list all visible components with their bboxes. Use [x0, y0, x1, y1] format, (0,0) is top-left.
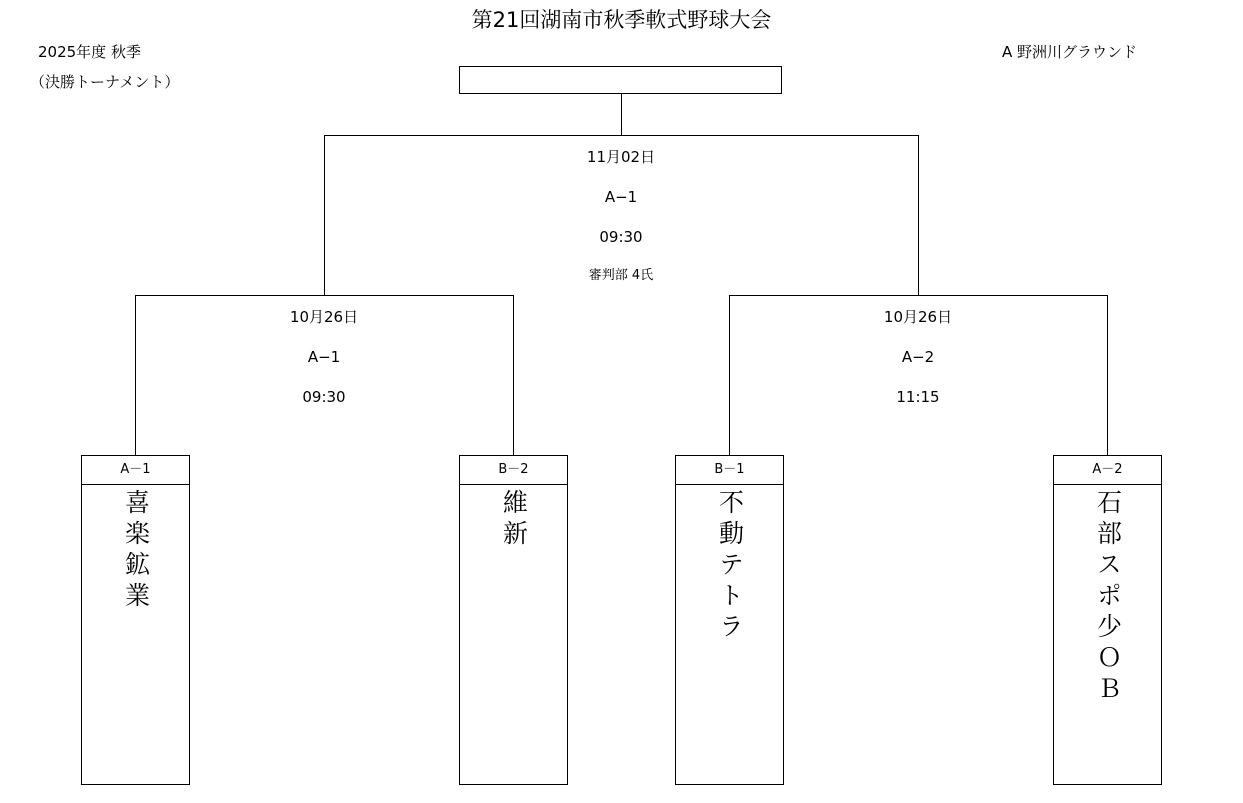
semifinal-left-date: 10月26日	[289, 308, 359, 326]
team-box-b1	[675, 455, 784, 785]
final-time: 09:30	[599, 228, 643, 246]
bracket-line-final-top	[324, 135, 919, 136]
team-name: 石部スポ少ＯＢ	[1093, 489, 1123, 706]
team-seed: A－2	[1054, 456, 1161, 485]
team-box-a2	[1053, 455, 1162, 785]
bracket-line-semi-left-a	[135, 295, 136, 455]
semifinal-left-time: 09:30	[302, 388, 346, 406]
team-seed: B－2	[460, 456, 567, 485]
page-title: 第21回湖南市秋季軟式野球大会	[471, 8, 772, 32]
team-name: 喜楽鉱業	[121, 489, 151, 613]
team-name: 維新	[499, 489, 529, 551]
team-box-a1	[81, 455, 190, 785]
team-name: 不動テトラ	[715, 489, 745, 644]
bracket-line-semi-left-b	[513, 295, 514, 455]
bracket-line-winner-stem	[621, 94, 622, 135]
winner-box	[459, 66, 782, 94]
semifinal-right-time: 11:15	[896, 388, 940, 406]
season-label: 2025年度 秋季	[38, 43, 141, 61]
final-field: A−1	[604, 188, 638, 206]
bracket-line-semi-right-a	[729, 295, 730, 455]
team-seed: A－1	[82, 456, 189, 485]
semifinal-right-field: A−2	[901, 348, 935, 366]
semifinal-left-field: A−1	[307, 348, 341, 366]
team-box-b2	[459, 455, 568, 785]
final-date: 11月02日	[586, 148, 656, 166]
semifinal-right-date: 10月26日	[883, 308, 953, 326]
bracket-line-semi-right-top	[729, 295, 1108, 296]
bracket-line-semi-right-b	[1107, 295, 1108, 455]
tournament-subtitle: （決勝トーナメント）	[30, 73, 180, 91]
team-seed: B－1	[676, 456, 783, 485]
bracket-line-final-right	[918, 135, 919, 296]
venue-label: A 野洲川グラウンド	[1002, 43, 1138, 61]
final-referee: 審判部 4氏	[588, 268, 654, 283]
bracket-line-final-left	[324, 135, 325, 296]
bracket-line-semi-left-top	[135, 295, 514, 296]
